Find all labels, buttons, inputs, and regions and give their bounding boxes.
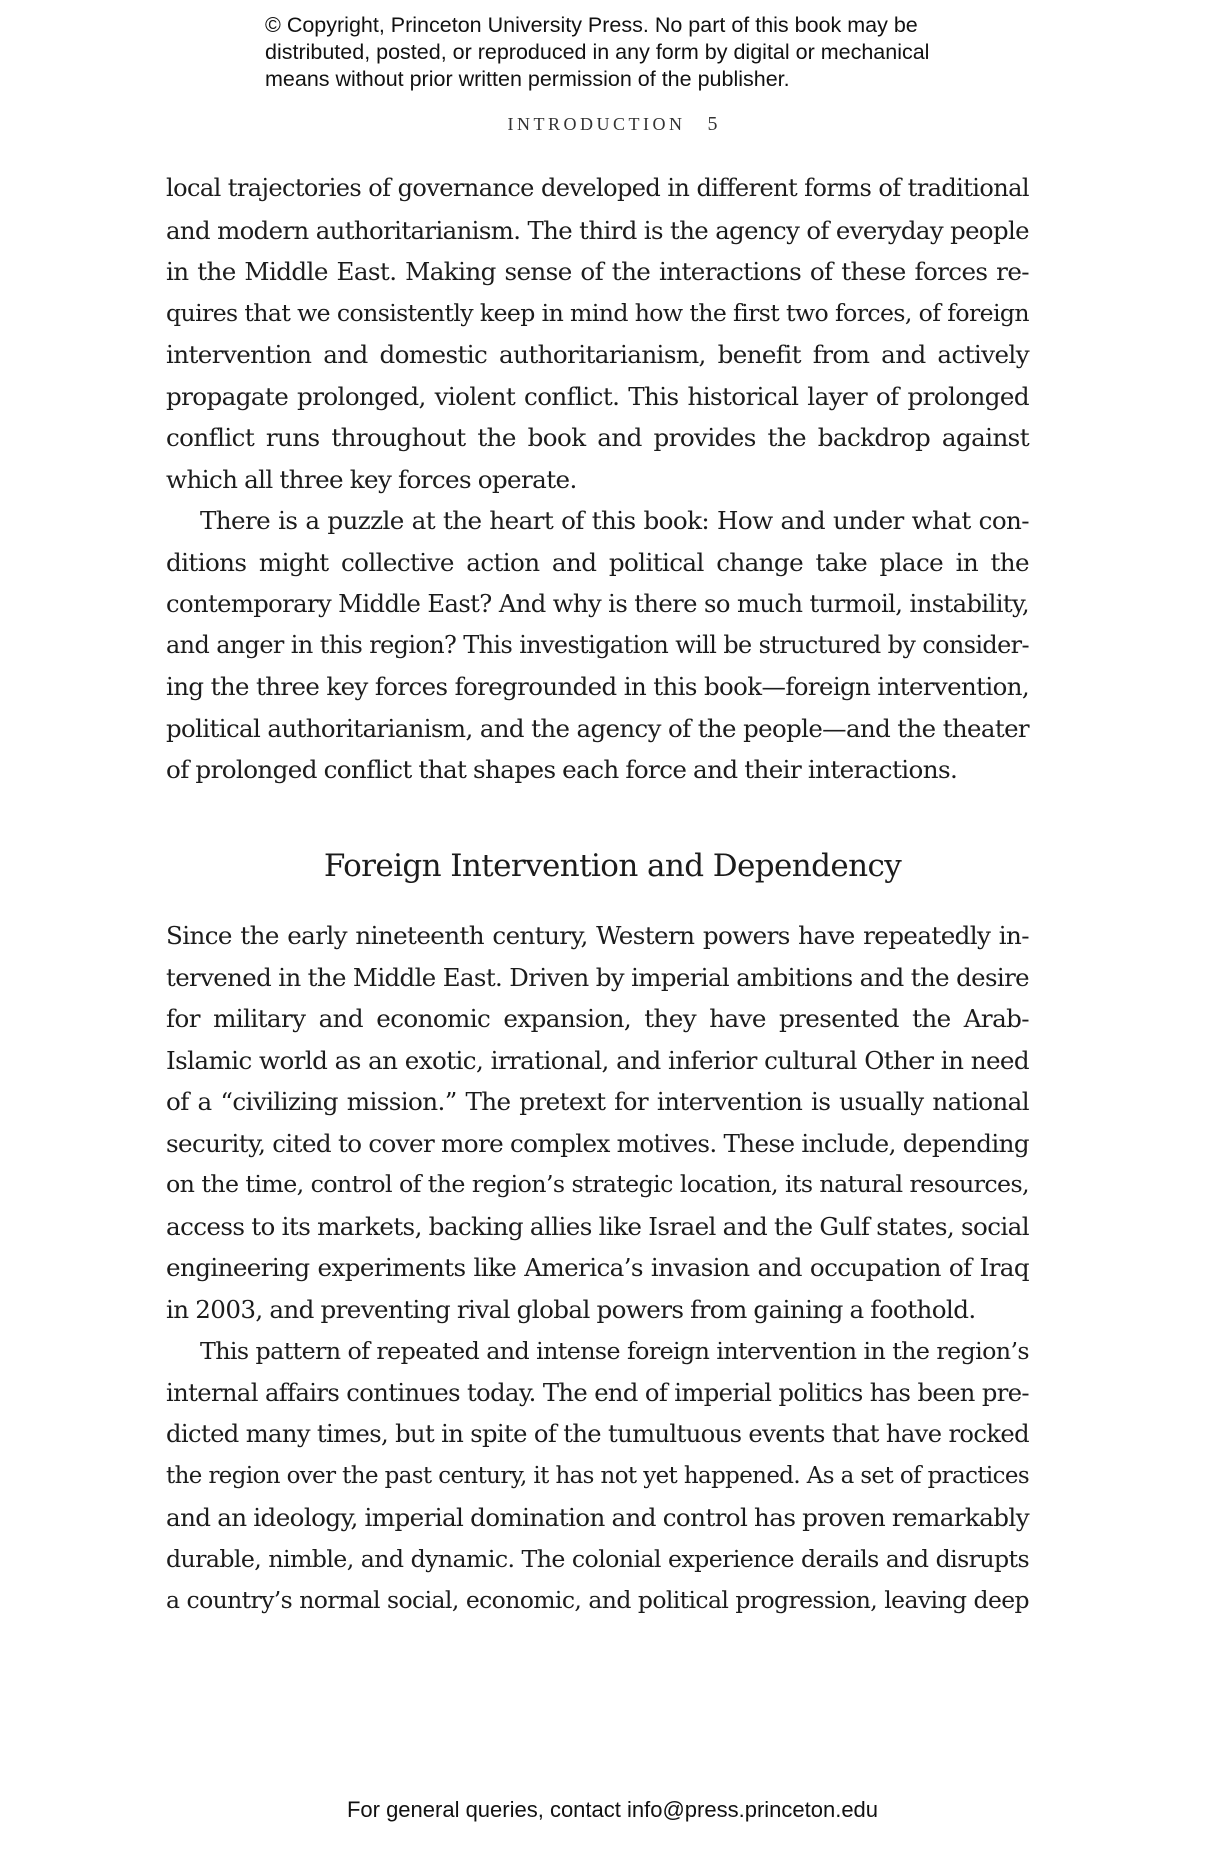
running-head — [0, 113, 1225, 136]
copyright-line: means without prior written permission of the publisher. — [265, 67, 790, 91]
text-line: of a “civilizing mission.” The pretext for intervention is usually national — [166, 1087, 1029, 1116]
text-line: for military and economic expansion, they have presented the Arab- — [166, 1004, 1029, 1033]
copyright-line: © Copyright, Princeton University Press. No part of this book may be — [265, 13, 918, 37]
text-line: local trajectories of governance developed in different forms of traditional — [166, 174, 1029, 202]
footer-contact: For general queries, contact info@press.princeton.edu — [346, 1797, 879, 1822]
text-line: conflict runs throughout the book and provides the backdrop against — [166, 423, 1029, 452]
paragraph — [166, 168, 1029, 500]
section-heading: Foreign Intervention and Dependency — [323, 848, 902, 884]
text-line: and modern authoritarianism. The third is the agency of everyday people — [166, 215, 1029, 245]
text-line: security, cited to cover more complex motives. These include, depending — [166, 1128, 1029, 1158]
text-line: in the Middle East. Making sense of the interactions of these forces re- — [166, 257, 1029, 286]
running-head-title: INTRODUCTION — [507, 114, 686, 134]
text-line: quires that we consistently keep in mind how the first two forces, of foreign — [166, 298, 1029, 327]
text-line: intervention and domestic authoritarianism, benefit from and actively — [166, 340, 1029, 369]
text-line: and an ideology, imperial domination and control has proven remarkably — [166, 1503, 1029, 1532]
paragraph — [166, 500, 1029, 791]
text-line: a country’s normal social, economic, and political progression, leaving deep — [166, 1586, 1029, 1614]
paragraph — [166, 1331, 1029, 1622]
text-line: in 2003, and preventing rival global powers from gaining a foothold. — [166, 1294, 976, 1324]
text-line: propagate prolonged, violent conflict. This historical layer of prolonged — [166, 381, 1029, 411]
text-line: access to its markets, backing allies like Israel and the Gulf states, social — [166, 1211, 1029, 1241]
text-line: This pattern of repeated and intense foreign intervention in the region’s — [200, 1337, 1029, 1365]
text-line: durable, nimble, and dynamic. The colonial experience derails and disrupts — [166, 1544, 1029, 1573]
page-number: 5 — [707, 113, 718, 135]
text-line: ing the three key forces foregrounded in this book—foreign intervention, — [166, 672, 1029, 701]
copyright-line: distributed, posted, or reproduced in any form by digital or mechanical — [265, 40, 930, 64]
paragraph — [166, 915, 1029, 1330]
text-line: Islamic world as an exotic, irrational, and inferior cultural Other in need — [166, 1045, 1029, 1075]
text-line: internal affairs continues today. The end of imperial politics has been pre- — [166, 1378, 1029, 1407]
text-line: engineering experiments like America’s invasion and occupation of Iraq — [166, 1253, 1029, 1282]
text-line: dicted many times, but in spite of the tumultuous events that have rocked — [166, 1420, 1029, 1448]
text-line: of prolonged conflict that shapes each force and their interactions. — [166, 755, 958, 784]
text-line: political authoritarianism, and the agency of the people—and the theater — [166, 713, 1029, 743]
text-line: and anger in this region? This investigation will be structured by consider- — [166, 630, 1029, 659]
text-line: the region over the past century, it has not yet happened. As a set of practices — [166, 1462, 1029, 1489]
text-line: There is a puzzle at the heart of this book: How and under what con- — [200, 506, 1029, 535]
text-line: tervened in the Middle East. Driven by imperial ambitions and the desire — [166, 962, 1029, 992]
text-line: contemporary Middle East? And why is there so much turmoil, instability, — [166, 589, 1029, 618]
text-line: ditions might collective action and political change take place in the — [166, 547, 1029, 577]
copyright-notice — [265, 12, 1025, 93]
text-line: which all three key forces operate. — [166, 464, 577, 494]
text-line: Since the early nineteenth century, Western powers have repeatedly in- — [166, 921, 1029, 950]
text-line: on the time, control of the region’s strategic location, its natural resources, — [166, 1170, 1029, 1198]
